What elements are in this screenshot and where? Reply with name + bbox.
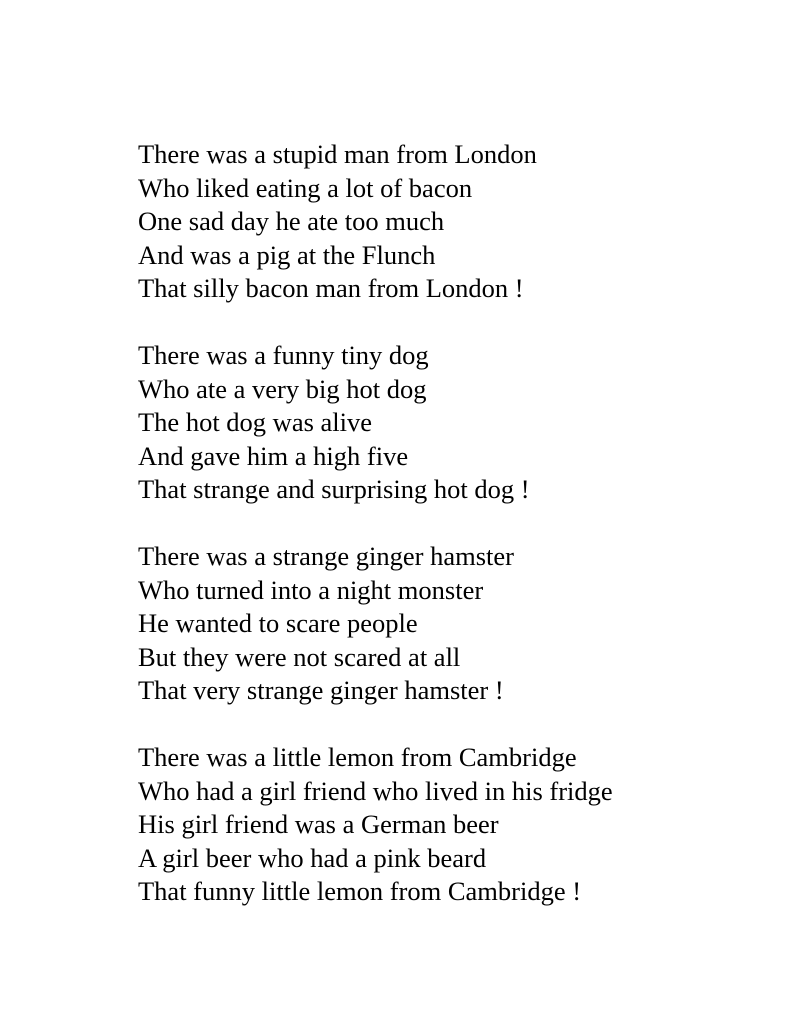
poem-line: Who ate a very big hot dog [138, 373, 427, 404]
stanza-1 [138, 138, 778, 306]
stanza-3 [138, 540, 778, 708]
poem-line: But they were not scared at all [138, 641, 461, 672]
poem-line: His girl friend was a German beer [138, 809, 499, 839]
poem-line: That funny little lemon from Cambridge ! [138, 876, 582, 906]
poem-line: That strange and surprising hot dog ! [138, 474, 530, 504]
poem-line: Who had a girl friend who lived in his fridge [138, 775, 613, 806]
poem-line: That silly bacon man from London ! [138, 273, 524, 303]
poem-line: And gave him a high five [138, 440, 409, 471]
poem-line: He wanted to scare people [138, 608, 418, 638]
stanza-2 [138, 339, 778, 507]
stanza-4 [138, 741, 778, 909]
poem-line: One sad day he ate too much [138, 206, 445, 236]
poem-line: That very strange ginger hamster ! [138, 675, 504, 705]
poem-line: There was a stupid man from London [138, 139, 537, 169]
poem-line: Who turned into a night monster [138, 574, 484, 605]
poem-line: A girl beer who had a pink beard [138, 842, 487, 873]
poem-line: And was a pig at the Flunch [138, 239, 436, 270]
poem-line: There was a strange ginger hamster [138, 541, 514, 571]
poem-body [138, 138, 778, 942]
poem-line: The hot dog was alive [138, 407, 373, 437]
poem-line: There was a funny tiny dog [138, 340, 429, 370]
poem-line: There was a little lemon from Cambridge [138, 742, 577, 772]
poem-line: Who liked eating a lot of bacon [138, 172, 473, 203]
